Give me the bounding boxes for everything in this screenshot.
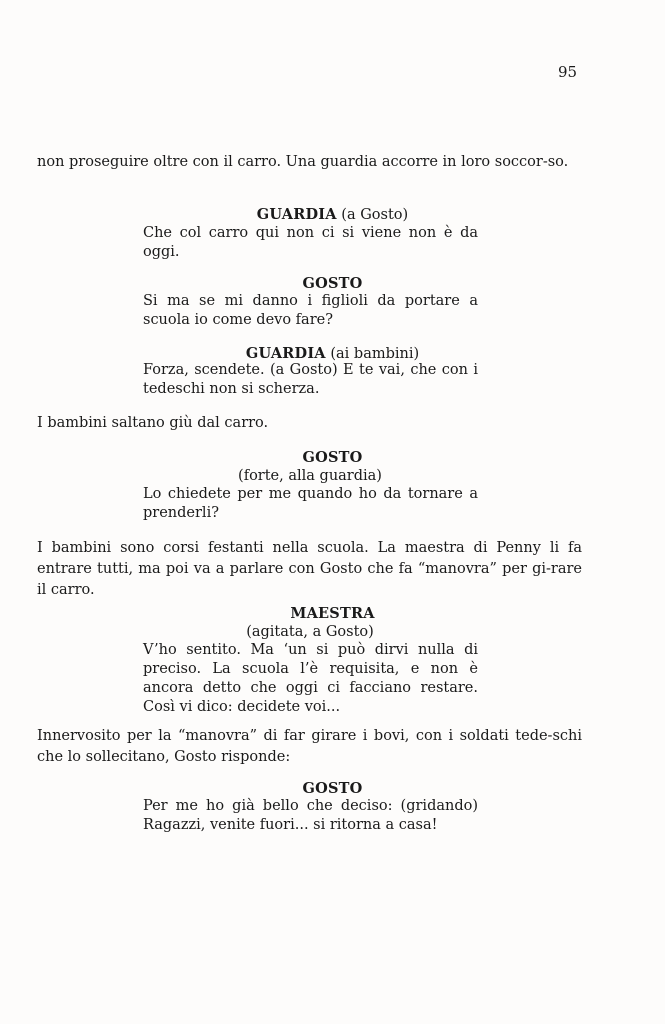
speaker-maestra [0, 604, 665, 624]
speaker-name: GUARDIA [256, 206, 337, 223]
speaker-name: GOSTO [302, 449, 363, 466]
speaker-parenthetical: (ai bambini) [325, 346, 420, 362]
stage-direction-2: I bambini saltano giù dal carro. [37, 415, 269, 431]
speaker-gosto-2 [0, 448, 665, 468]
speaker-name: GOSTO [302, 275, 363, 292]
dialogue-gosto-3: Per me ho già bello che deciso: (gridando) Ragazzi, venite fuori... si ritorna a casa! [143, 798, 478, 833]
speaker-guardia-1 [0, 205, 665, 225]
speaker-gosto-3 [0, 779, 665, 799]
dialogue-gosto-1: Si ma se mi danno i figlioli da portare a scuola io come devo fare? [143, 293, 478, 328]
dialogue-guardia-2: Forza, scendete. (a Gosto) E te vai, che con i tedeschi non si scherza. [143, 362, 478, 397]
speaker-name: GUARDIA [245, 345, 326, 362]
speaker-gosto-1 [0, 274, 665, 294]
dialogue-gosto-2: Lo chiedete per me quando ho da tornare a prenderli? [143, 486, 478, 521]
speaker-name: GOSTO [302, 780, 363, 797]
speaker-name: MAESTRA [290, 605, 375, 622]
dialogue-maestra: V’ho sentito. Ma ‘un si può dirvi nulla di preciso. La scuola l’è requisita, e non è ancora detto che oggi ci facciano restare. Così vi dico: decidete voi... [143, 642, 478, 715]
page-number: 95 [558, 63, 578, 81]
parenthetical-maestra: (agitata, a Gosto) [246, 624, 374, 640]
stage-direction-3: I bambini sono corsi festanti nella scuola. La maestra di Penny li fa entrare tutti, ma poi va a parlare con Gosto che fa “manovra” per gi-rare il carro. [37, 540, 582, 598]
stage-direction-1: non proseguire oltre con il carro. Una guardia accorre in loro soccor-so. [37, 154, 569, 170]
dialogue-guardia-1: Che col carro qui non ci si viene non è da oggi. [143, 225, 478, 260]
speaker-parenthetical: (a Gosto) [336, 207, 409, 223]
stage-direction-4: Innervosito per la “manovra” di far girare i bovi, con i soldati tede-schi che lo sollecitano, Gosto risponde: [37, 728, 582, 765]
parenthetical-gosto-2: (forte, alla guardia) [238, 468, 382, 484]
